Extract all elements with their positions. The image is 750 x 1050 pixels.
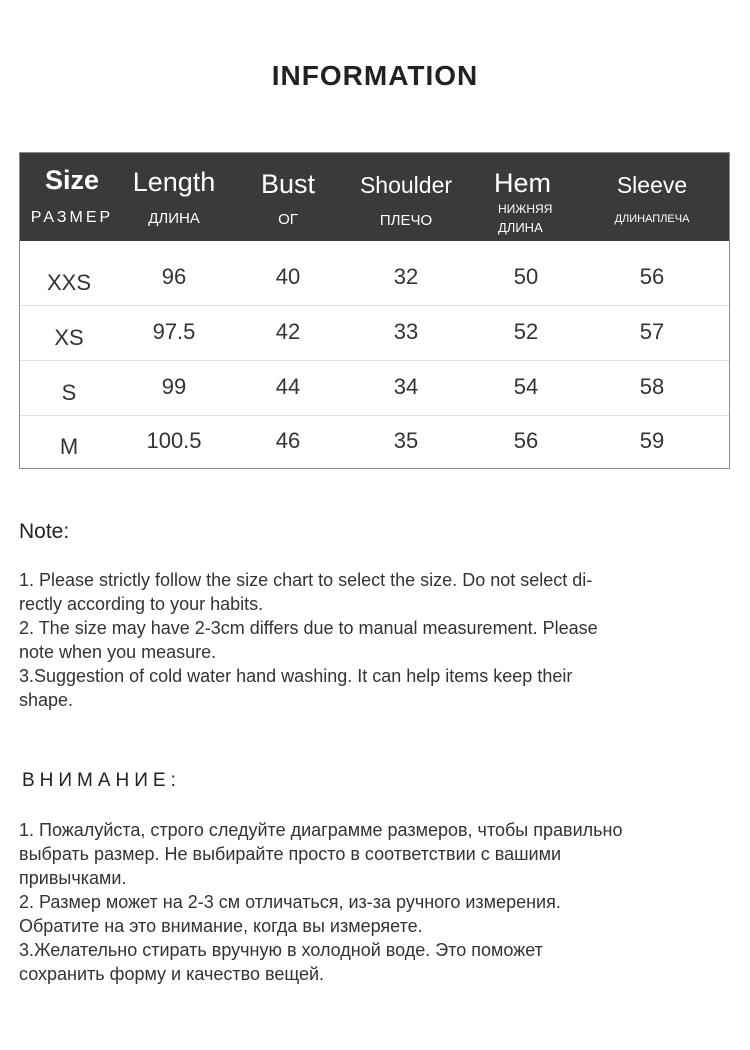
table-row	[20, 304, 729, 361]
cell-length: 99	[161, 374, 187, 399]
note-text	[19, 568, 719, 712]
header-shoulder	[350, 153, 462, 241]
ru-note-line: привычками.	[19, 868, 127, 888]
cell-size: XXS	[46, 270, 92, 295]
ru-note-line: 3.Желательно стирать вручную в холодной воде. Это поможет	[19, 940, 543, 960]
ru-note-line: выбрать размер. Не выбирайте просто в соответствии с вашими	[19, 844, 562, 864]
table-row	[20, 249, 729, 306]
cell-bust: 40	[275, 264, 301, 289]
header-hem-label: Hem	[494, 168, 552, 198]
header-shoulder-label: Shoulder	[359, 172, 453, 198]
header-length	[124, 153, 224, 241]
cell-bust: 42	[275, 319, 301, 344]
header-size-sublabel: РАЗМЕР	[30, 209, 114, 226]
cell-size: M	[59, 434, 79, 459]
cell-size: XS	[54, 325, 84, 350]
note-line: note when you measure.	[19, 642, 217, 662]
ru-note-title: ВНИМАНИЕ:	[22, 770, 181, 791]
header-bust-label: Bust	[260, 169, 316, 199]
header-shoulder-sublabel: ПЛЕЧО	[379, 212, 433, 229]
size-chart-table	[19, 152, 730, 469]
cell-sleeve: 58	[639, 374, 665, 399]
cell-shoulder: 34	[393, 374, 419, 399]
cell-size: S	[61, 380, 77, 405]
header-length-label: Length	[132, 167, 216, 197]
header-hem-sublabel-1: НИЖНЯЯ	[498, 202, 553, 216]
header-length-sublabel: ДЛИНА	[148, 210, 200, 227]
cell-sleeve: 56	[639, 264, 665, 289]
ru-note-line: 2. Размер может на 2-3 см отличаться, из-за ручного измерения.	[19, 892, 561, 912]
cell-shoulder: 35	[393, 428, 419, 453]
cell-hem: 54	[513, 374, 539, 399]
cell-shoulder: 33	[393, 319, 419, 344]
header-bust	[240, 153, 336, 241]
header-bust-sublabel: ОГ	[278, 211, 298, 228]
note-line: 3.Suggestion of cold water hand washing. It can help items keep their	[19, 666, 573, 686]
header-sleeve	[600, 153, 704, 241]
cell-hem: 50	[513, 264, 539, 289]
ru-note-text	[19, 818, 719, 986]
header-sleeve-label: Sleeve	[616, 172, 688, 198]
cell-length: 96	[161, 264, 187, 289]
table-row	[20, 359, 729, 416]
note-line: 1. Please strictly follow the size chart to select the size. Do not select di-	[19, 570, 593, 590]
page-title: INFORMATION	[271, 60, 479, 91]
cell-length: 100.5	[146, 428, 202, 453]
header-hem-sublabel-2: ДЛИНА	[498, 220, 543, 235]
cell-bust: 46	[275, 428, 301, 453]
note-line: rectly according to your habits.	[19, 594, 264, 614]
header-size-label: Size	[44, 165, 100, 195]
header-size	[20, 153, 124, 241]
table-header	[20, 153, 729, 241]
ru-note-line: Обратите на это внимание, когда вы измеряете.	[19, 916, 423, 936]
note-title: Note:	[19, 520, 70, 543]
header-hem	[478, 153, 574, 241]
cell-hem: 52	[513, 319, 539, 344]
header-sleeve-sublabel: ДЛИНАПЛЕЧА	[614, 213, 690, 225]
cell-length: 97.5	[152, 319, 196, 344]
table-row	[20, 413, 729, 469]
note-line: shape.	[19, 690, 74, 710]
cell-hem: 56	[513, 428, 539, 453]
cell-shoulder: 32	[393, 264, 419, 289]
cell-sleeve: 59	[639, 428, 665, 453]
note-line: 2. The size may have 2-3cm differs due to manual measurement. Please	[19, 618, 598, 638]
ru-note-line: сохранить форму и качество вещей.	[19, 964, 325, 984]
cell-bust: 44	[275, 374, 301, 399]
cell-sleeve: 57	[639, 319, 665, 344]
ru-note-line: 1. Пожалуйста, строго следуйте диаграмме размеров, чтобы правильно	[19, 820, 623, 840]
